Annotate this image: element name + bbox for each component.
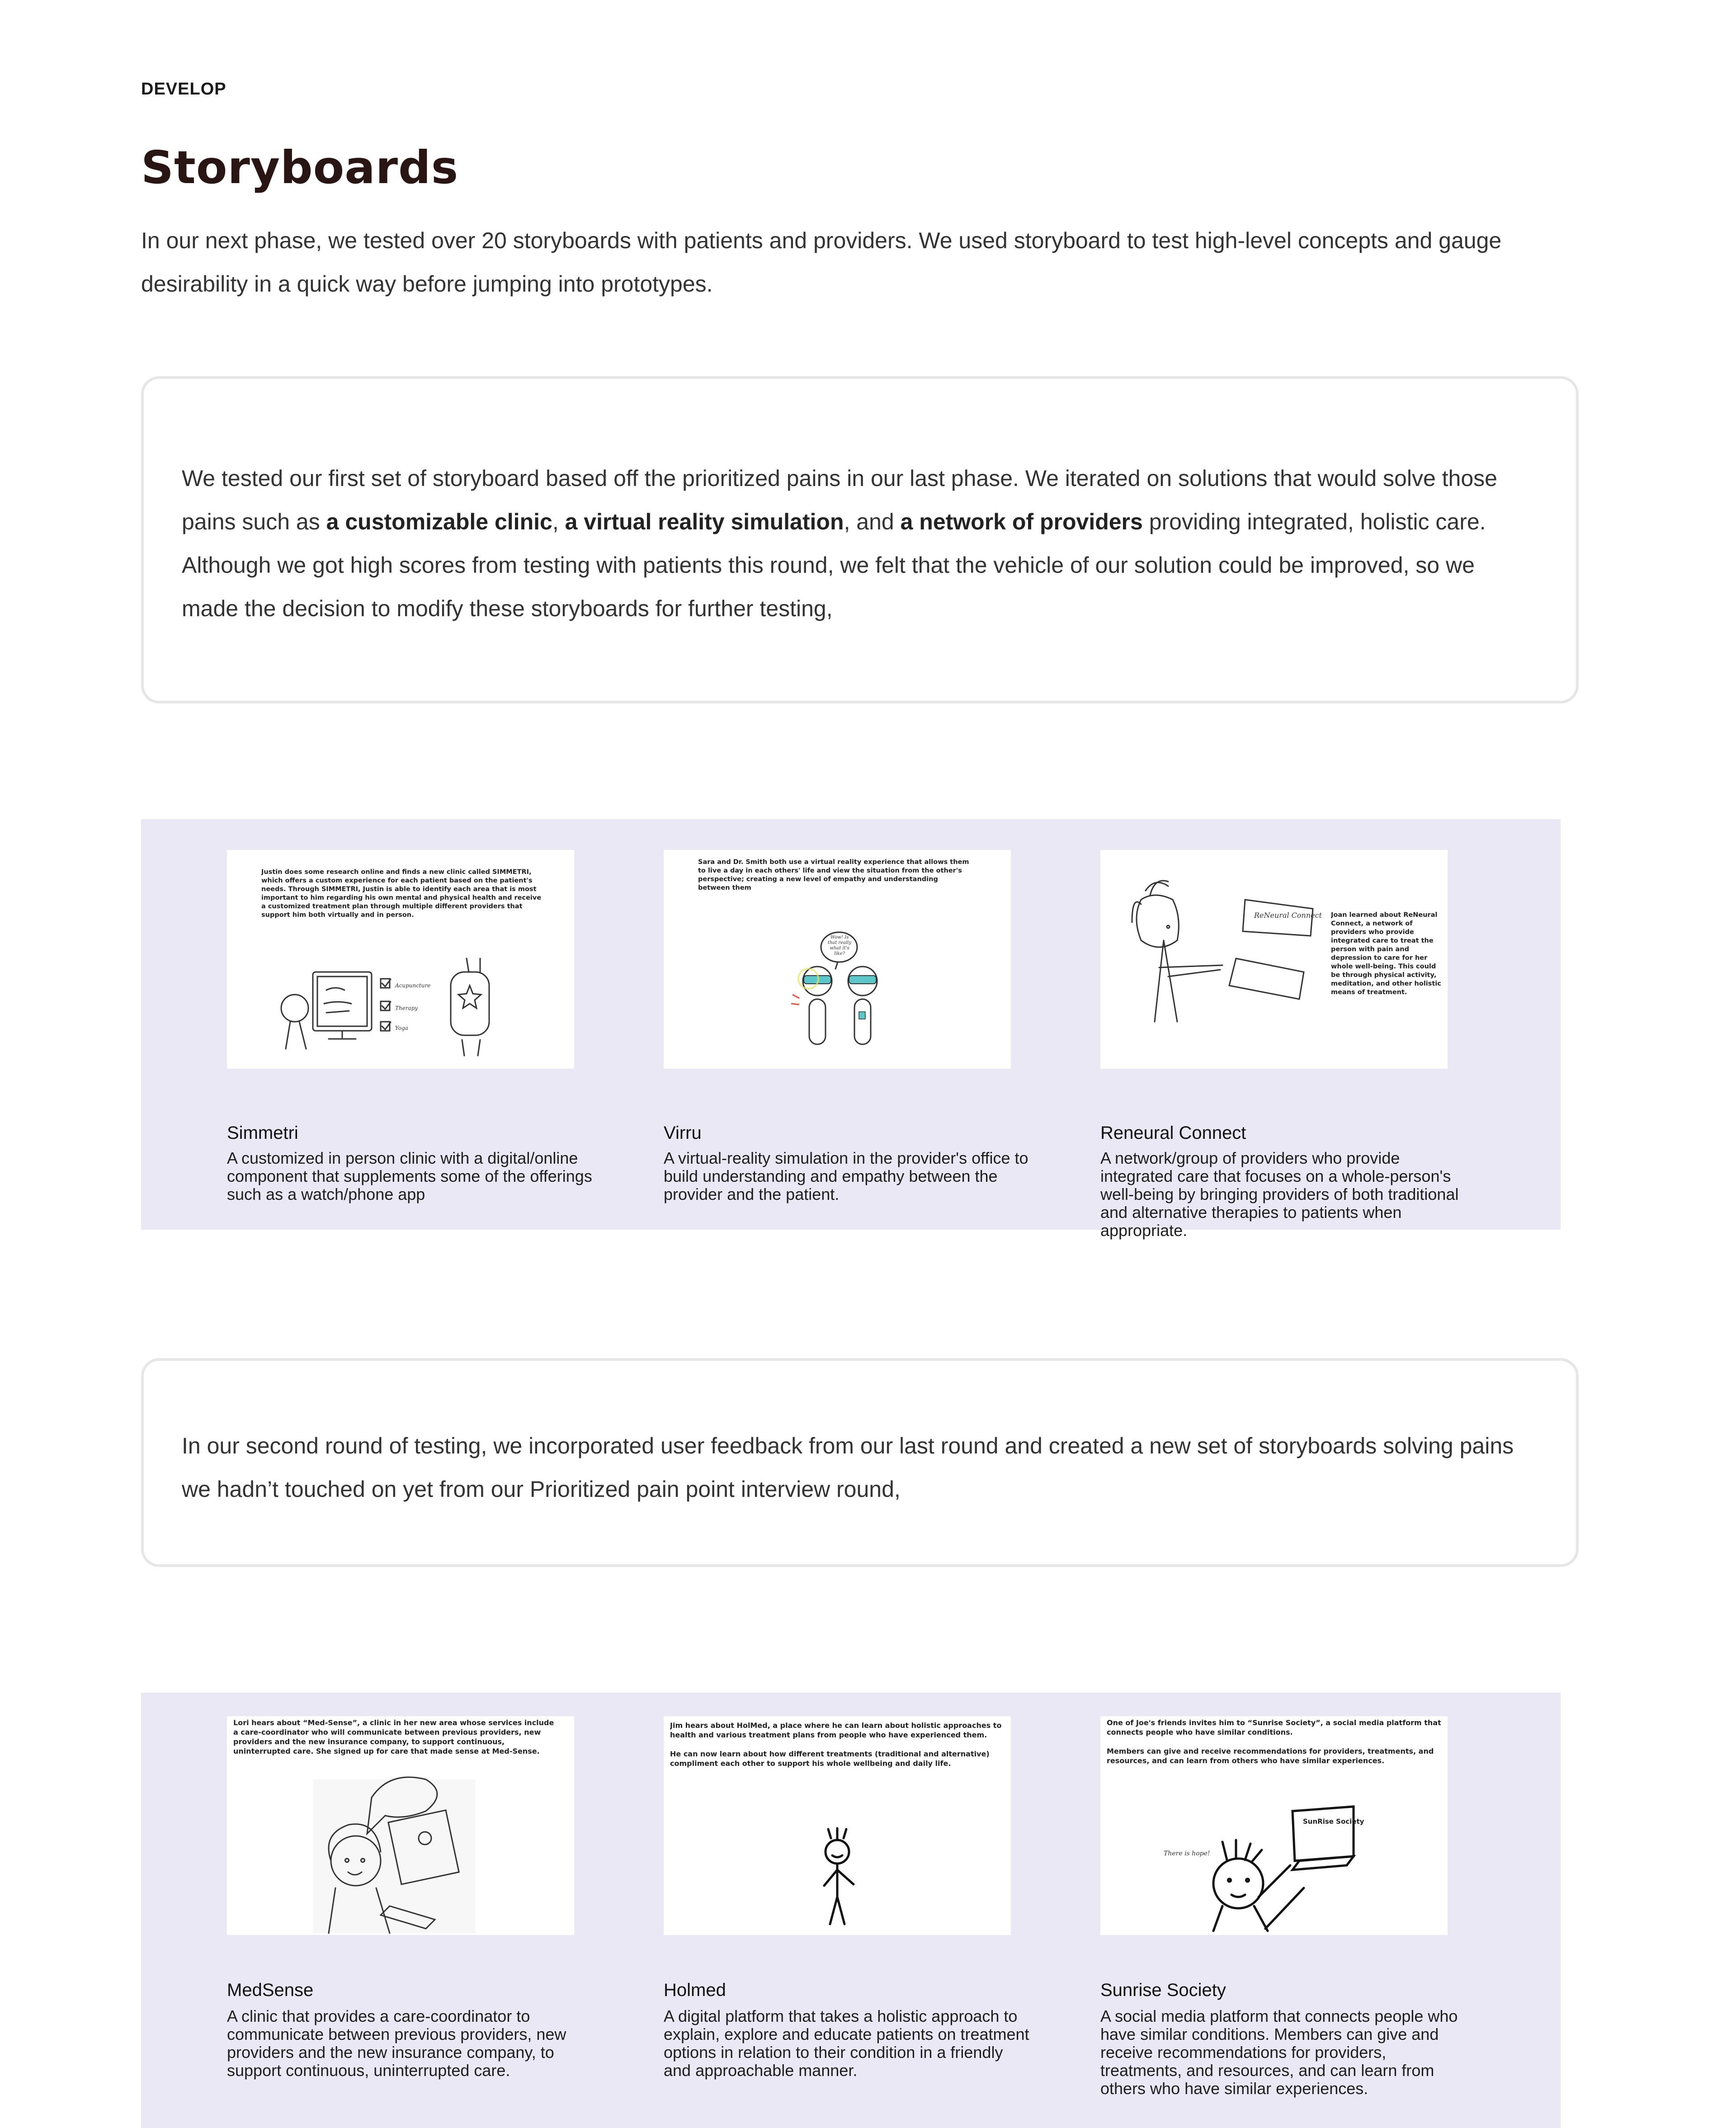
section-eyebrow: DEVELOP (141, 80, 226, 99)
storyboard-image-holmed (664, 1716, 1011, 1935)
sketch-label-reneural: ReNeural Connect (1254, 911, 1322, 920)
medsense-sketch (227, 1716, 574, 1935)
holmed-sketch (664, 1716, 1011, 1935)
storyboard-title: Holmed (664, 1980, 726, 2000)
storyboard-description: A customized in person clinic with a digital/online component that supplements some of the offerings such as a watch/phone app (227, 1149, 592, 1203)
storyboard-image-simmetri (227, 850, 574, 1069)
round-one-text (182, 457, 1520, 630)
storyboard-title: Simmetri (227, 1123, 298, 1143)
reneural-sketch (1100, 850, 1448, 1069)
storyboard-sunrise-society (1100, 1716, 1462, 2114)
sketch-label-hope: There is hope! (1164, 1850, 1210, 1857)
storyboard-gallery-round-two (141, 1693, 1561, 2128)
medsense-image-caption: Lori hears about “Med-Sense”, a clinic in her new area whose services include a care-coordinator who will communicate between previous providers, new providers and the new insurance company, to support continuous, uninterrupted care. She signed up for care that made sense at Med-Sense. (233, 1718, 554, 1755)
virru-sketch (664, 850, 1011, 1069)
highlight-customizable-clinic: a customizable clinic (326, 509, 552, 534)
round-one-text-start: We tested our first set of storyboard based off the prioritized pains in our last phase. We iterated on solutions that would solve those pains such as (182, 466, 1497, 534)
storyboard-title: Virru (664, 1123, 702, 1143)
storyboard-title: Reneural Connect (1100, 1123, 1246, 1143)
storyboard-image-virru (664, 850, 1011, 1069)
storyboard-description: A social media platform that connects people who have similar conditions. Members can give and receive recommendations for providers, treatments, and resources, and can learn from others who have similar experiences. (1100, 2007, 1458, 2098)
storyboard-description: A virtual-reality simulation in the provider's office to build understanding and empathy between the provider and the patient. (664, 1149, 1028, 1203)
simmetri-sketch (227, 850, 574, 1069)
storyboard-medsense (227, 1716, 589, 2114)
sketch-label-sunrise: SunRise Society (1303, 1817, 1364, 1826)
round-one-card (141, 376, 1579, 703)
storyboard-description: A clinic that provides a care-coordinator to communicate between previous providers, new providers and the new insurance company, to support continuous, uninterrupted care. (227, 2007, 566, 2080)
round-two-text: In our second round of testing, we incorporated user feedback from our last round and created a new set of storyboards solving pains we hadn’t touched on yet from our Prioritized pain point interview round, (182, 1433, 1514, 1502)
round-one-separator-1: , (552, 509, 565, 534)
storyboard-gallery-round-one (141, 819, 1561, 1240)
page-title: Storyboards (141, 141, 459, 194)
virru-image-caption: Sara and Dr. Smith both use a virtual reality experience that allows them to live a day in each others' life and view the situation from the other's perspective; creating a new level of empathy and understanding between them (698, 859, 969, 892)
sketch-label-acupuncture: Acupuncture (395, 982, 431, 989)
storyboard-holmed (664, 1716, 1029, 2114)
round-one-separator-2: , and (844, 509, 901, 534)
reneural-image-caption: Joan learned about ReNeural Connect, a network of providers who provide integrated care to treat the person with pain and depression to care for her whole well-being. This could be through physical activity, meditation, and other holistic means of treatment. (1331, 911, 1441, 996)
round-two-card (141, 1358, 1579, 1567)
storyboard-description: A digital platform that takes a holistic approach to explain, explore and educate patients on treatment options in relation to their condition in a friendly and approachable manner. (664, 2007, 1029, 2080)
sketch-label-therapy: Therapy (395, 1005, 418, 1011)
round-one-text-end: providing integrated, holistic care. Although we got high scores from testing with patients this round, we felt that the vehicle of our solution could be improved, so we made the decision to modify these storyboards for further testing, (182, 509, 1486, 621)
storyboard-simmetri (227, 850, 592, 1221)
storyboard-image-medsense (227, 1716, 574, 1935)
storyboard-title: MedSense (227, 1980, 314, 2000)
simmetri-image-caption: Justin does some research online and finds a new clinic called SIMMETRI, which offers a custom experience for each patient based on the patient's needs. Through SIMMETRI, Justin is able to identify each area that is most important to him regarding his own mental and physical health and receive a customized treatment plan through multiple different providers that support him both virtually and in person. (261, 868, 542, 919)
sunrise-image-caption: One of Joe's friends invites him to “Sunrise Society”, a social media platform that connects people who have similar conditions. Members can give and receive recommendations for providers, treatments, and resources, and can learn from others who have similar experiences. (1107, 1718, 1441, 1765)
highlight-network-of-providers: a network of providers (900, 509, 1143, 534)
storyboard-virru (664, 850, 1028, 1221)
speech-bubble-text: Wow! Is that really what it's like? (827, 935, 852, 956)
sunrise-sketch (1100, 1716, 1448, 1935)
storyboard-image-reneural (1100, 850, 1448, 1069)
storyboard-image-sunrise (1100, 1716, 1448, 1935)
storyboard-reneural-connect (1100, 850, 1462, 1240)
storyboard-description: A network/group of providers who provide integrated care that focuses on a whole-person's well-being by bringing providers of both traditional and alternative therapies to patients when appropriate. (1100, 1149, 1459, 1240)
storyboard-title: Sunrise Society (1100, 1980, 1226, 2000)
holmed-image-caption: Jim hears about HolMed, a place where he can learn about holistic approaches to health and various treatment plans from people who have experienced them. He can now learn about how different treatments (traditional and alternative) compliment each other to support his whole wellbeing and daily life. (670, 1721, 1002, 1768)
sketch-label-yoga: Yoga (395, 1025, 408, 1031)
highlight-virtual-reality: a virtual reality simulation (565, 509, 844, 534)
intro-paragraph: In our next phase, we tested over 20 storyboards with patients and providers. We used storyboard to test high-level concepts and gauge desirability in a quick way before jumping into prototypes. (141, 228, 1502, 297)
